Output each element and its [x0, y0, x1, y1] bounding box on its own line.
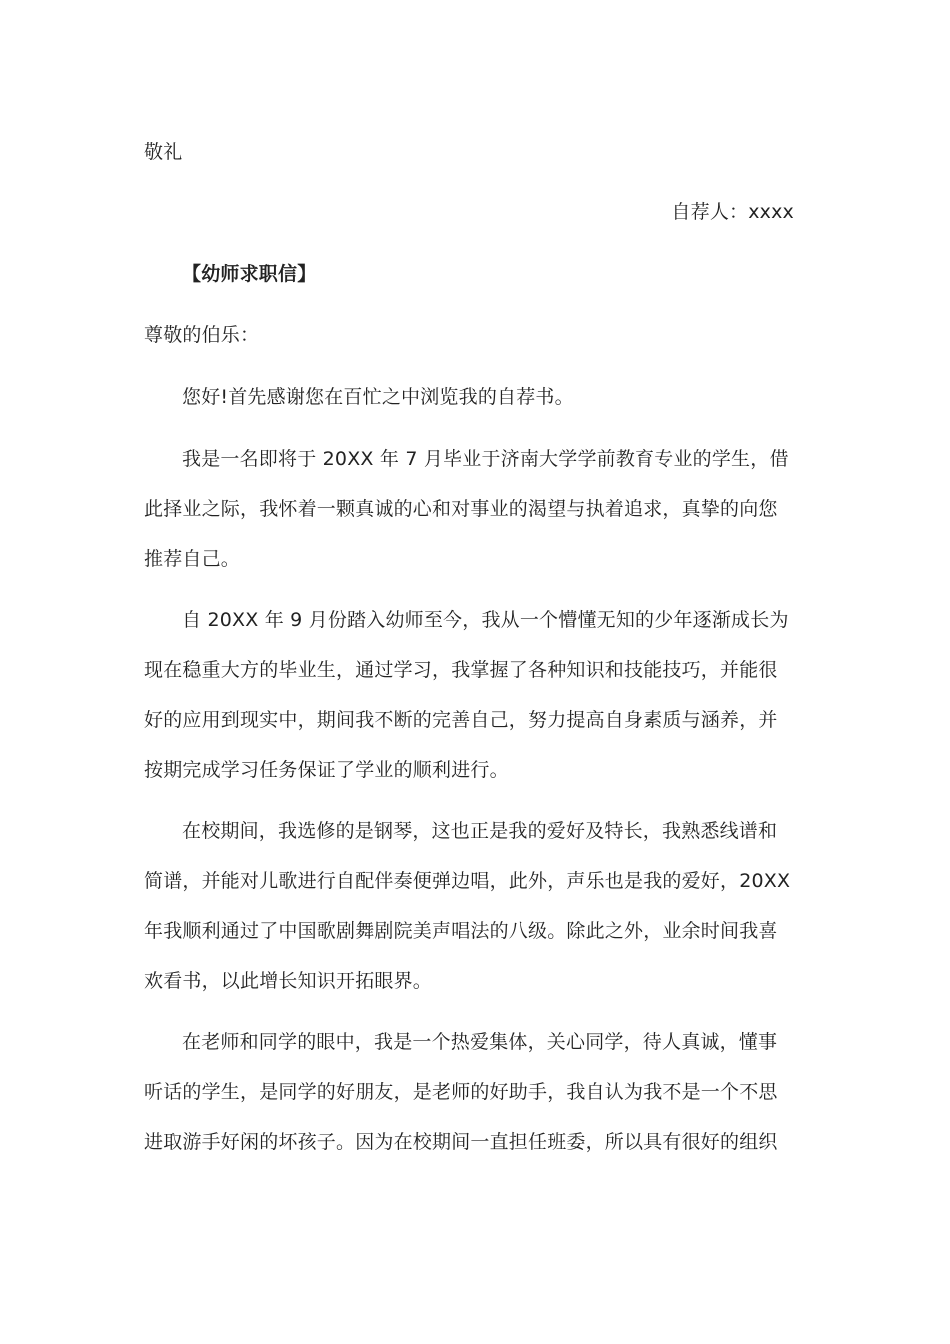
paragraph-line: 听话的学生，是同学的好朋友，是老师的好助手，我自认为我不是一个不思: [144, 1081, 778, 1103]
paragraph-line: 推荐自己。: [144, 548, 241, 570]
signature: 自荐人：xxxx: [671, 201, 794, 223]
opening-paragraph: 您好!首先感谢您在百忙之中浏览我的自荐书。: [182, 386, 574, 408]
paragraph-line: 按期完成学习任务保证了学业的顺利进行。: [144, 759, 509, 781]
paragraph-line: 欢看书，以此增长知识开拓眼界。: [144, 970, 433, 992]
closing-salute: 敬礼: [144, 141, 183, 163]
paragraph-line: 在校期间，我选修的是钢琴，这也正是我的爱好及特长，我熟悉线谱和: [182, 820, 778, 842]
paragraph-line: 现在稳重大方的毕业生，通过学习，我掌握了各种知识和技能技巧，并能很: [144, 659, 778, 681]
paragraph-line: 此择业之际，我怀着一颗真诚的心和对事业的渴望与执着追求，真挚的向您: [144, 498, 778, 520]
paragraph-line: 年我顺利通过了中国歌剧舞剧院美声唱法的八级。除此之外，业余时间我喜: [144, 920, 778, 942]
letter-title: 【幼师求职信】: [182, 263, 317, 285]
paragraph-line: 自 20XX 年 9 月份踏入幼师至今，我从一个懵懂无知的少年逐渐成长为: [182, 609, 789, 631]
paragraph-line: 我是一名即将于 20XX 年 7 月毕业于济南大学学前教育专业的学生，借: [182, 448, 789, 470]
greeting: 尊敬的伯乐：: [144, 324, 260, 346]
paragraph-line: 简谱，并能对儿歌进行自配伴奏便弹边唱，此外，声乐也是我的爱好，20XX: [144, 870, 791, 892]
paragraph-line: 好的应用到现实中，期间我不断的完善自己，努力提高自身素质与涵养，并: [144, 709, 778, 731]
paragraph-line: 进取游手好闲的坏孩子。因为在校期间一直担任班委，所以具有很好的组织: [144, 1131, 778, 1153]
paragraph-line: 在老师和同学的眼中，我是一个热爱集体，关心同学，待人真诚，懂事: [182, 1031, 778, 1053]
